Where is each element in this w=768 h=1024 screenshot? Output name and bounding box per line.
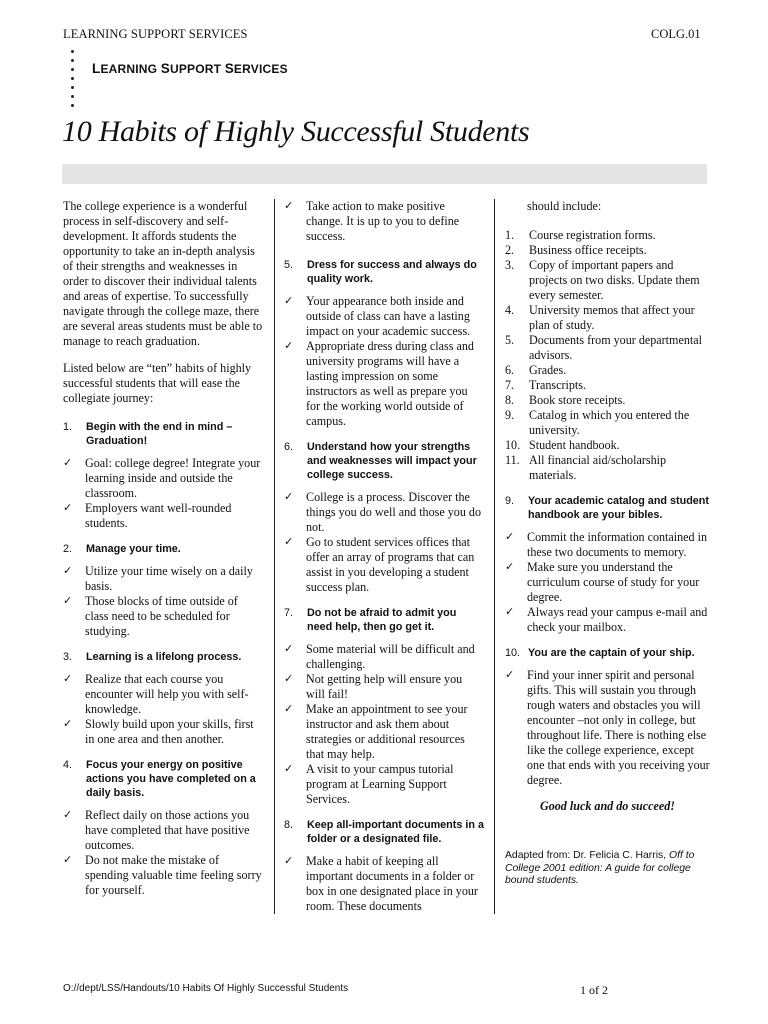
list-item: 10. Student handbook. (505, 438, 620, 452)
brand-label (92, 61, 288, 76)
bullet-text: Commit the information contained in these two documents to memory. (527, 530, 708, 559)
column-3 (505, 199, 710, 888)
habit-item (505, 646, 710, 788)
habit-title: Manage your time. (86, 543, 181, 555)
brand-rest-ervices: ERVICES (233, 62, 288, 76)
bullet-text: Not getting help will ensure you will fail! (306, 672, 463, 701)
column-divider (274, 199, 275, 914)
checkmark-icon: ✓ (505, 669, 515, 681)
checkmark-icon: ✓ (505, 531, 515, 543)
bullet-text: Always read your campus e-mail and check your mailbox. (527, 605, 708, 634)
document-list (505, 228, 710, 483)
list-item: 4. University memos that affect your plan of study. (505, 303, 695, 332)
title-divider-bar (62, 164, 707, 184)
checkmark-icon: ✓ (284, 340, 294, 352)
checkmark-icon: ✓ (505, 561, 515, 573)
habit-number: 6. (284, 441, 294, 453)
checkmark-icon: ✓ (63, 457, 73, 469)
habit-title: Focus your energy on positive actions you have completed on a daily basis. (86, 759, 256, 799)
habit-title: You are the captain of your ship. (528, 647, 695, 659)
habit-title: Begin with the end in mind – Graduation! (86, 421, 233, 447)
decorative-dot-column (71, 50, 77, 110)
brand-initial-l: L (92, 61, 101, 76)
column-1 (63, 199, 263, 909)
intro-paragraph: The college experience is a wonderful process in self-discovery and self-development. It affords students the opportunity to take an in-depth analysis of their strengths and weaknesses in order to discover their individual talents and areas of expertise. To successfully navigate through the college maze, there are several areas students must be able to manage to reach graduation. (63, 199, 263, 348)
habit-item (63, 542, 263, 639)
page-title: 10 Habits of Highly Successful Students (62, 115, 530, 148)
header-department: LEARNING SUPPORT SERVICES (63, 27, 248, 41)
listed-paragraph: Listed below are “ten” habits of highly successful students that will ease the collegiate journey: (63, 361, 252, 405)
habit-title: Keep all-important documents in a folder or a designated file. (307, 819, 484, 845)
bullet-text: Goal: college degree! Integrate your learning inside and outside the classroom. (85, 456, 261, 500)
habit-title: Learning is a lifelong process. (86, 651, 242, 663)
column-2 (284, 199, 484, 925)
list-item: 5. Documents from your departmental advisors. (505, 333, 702, 362)
habit-item (284, 606, 484, 807)
continued-text: should include: (527, 199, 602, 213)
habit-number: 4. (63, 759, 73, 771)
list-item: 7. Transcripts. (505, 378, 587, 392)
checkmark-icon: ✓ (284, 855, 294, 867)
bullet-text: Make sure you understand the curriculum course of study for your degree. (527, 560, 700, 604)
checkmark-icon: ✓ (284, 763, 294, 775)
habit-number: 8. (284, 819, 294, 831)
checkmark-icon: ✓ (284, 295, 294, 307)
bullet-text: Slowly build upon your skills, first in one area and then another. (85, 717, 254, 746)
source-citation (505, 850, 710, 888)
bullet-text: Take action to make positive change. It is up to you to define success. (306, 199, 460, 243)
habit-item (63, 650, 263, 747)
habit-item (505, 494, 710, 635)
bullet-text: Employers want well-rounded students. (85, 501, 232, 530)
checkmark-icon: ✓ (63, 595, 73, 607)
column-divider (494, 199, 495, 914)
checkmark-icon: ✓ (63, 673, 73, 685)
checkmark-icon: ✓ (63, 565, 73, 577)
brand-rest-upport: UPPORT (169, 62, 225, 76)
bullet-text: Appropriate dress during class and university programs will have a lasting impression on some instructors as well as prepare you for the working world outside of campus. (306, 339, 474, 428)
bullet-text: Reflect daily on those actions you have completed that have positive outcomes. (85, 808, 250, 852)
habit-title: Your academic catalog and student handbook are your bibles. (528, 495, 709, 521)
habit-title: Understand how your strengths and weaknesses will impact your college success. (307, 441, 477, 481)
checkmark-icon: ✓ (63, 718, 73, 730)
citation-prefix: Adapted from: Dr. Felicia C. Harris, (505, 850, 669, 861)
checkmark-icon: ✓ (284, 703, 294, 715)
checkmark-icon: ✓ (284, 673, 294, 685)
bullet-text: Your appearance both inside and outside of class can have a lasting impact on your academic success. (306, 294, 471, 338)
checkmark-icon: ✓ (284, 536, 294, 548)
habit-item (284, 818, 484, 914)
list-item: 8. Book store receipts. (505, 393, 626, 407)
brand-initial-s: S (160, 61, 170, 76)
habit-number: 1. (63, 421, 73, 433)
bullet-text: A visit to your campus tutorial program at Learning Support Services. (306, 762, 454, 806)
footer-page-number: 1 of 2 (580, 983, 608, 997)
checkmark-icon: ✓ (505, 606, 515, 618)
footer-file-path: O://dept/LSS/Handouts/10 Habits Of Highly Successful Students (63, 983, 349, 994)
checkmark-icon: ✓ (284, 643, 294, 655)
checkmark-icon: ✓ (63, 854, 73, 866)
habit-title: Dress for success and always do quality work. (307, 259, 477, 285)
checkmark-icon: ✓ (284, 491, 294, 503)
habit-item (284, 440, 484, 595)
habit-item (284, 258, 484, 429)
bullet-text: Make an appointment to see your instructor and ask them about strategies or additional resources that may help. (306, 702, 468, 761)
brand-rest-earning: EARNING (100, 62, 161, 76)
citation-title: Off to College 2001 edition: A guide for college bound students. (505, 850, 695, 886)
bullet-text: Find your inner spirit and personal gifts. This will sustain you through rough waters and obstacles you will encounter –not only in college, but throughout life. There is nothing else like the college experience, except one that ends with you receiving your degree. (527, 668, 710, 787)
list-item: 2. Business office receipts. (505, 243, 647, 257)
habit-title: Do not be afraid to admit you need help, then go get it. (307, 607, 457, 633)
bullet-text: Make a habit of keeping all important documents in a folder or box in one designated place in your room. These documents (306, 854, 478, 913)
bullet-text: Utilize your time wisely on a daily basis. (85, 564, 253, 593)
bullet-text: Do not make the mistake of spending valuable time feeling sorry for yourself. (85, 853, 262, 897)
checkmark-icon: ✓ (63, 809, 73, 821)
bullet-text: Some material will be difficult and challenging. (306, 642, 475, 671)
habit-item (63, 420, 263, 531)
header-code: COLG.01 (651, 27, 701, 41)
habit-number: 7. (284, 607, 294, 619)
checkmark-icon: ✓ (63, 502, 73, 514)
list-item: 11. All financial aid/scholarship materials. (505, 453, 667, 482)
good-luck-message: Good luck and do succeed! (539, 799, 676, 813)
bullet-text: Go to student services offices that offer an array of programs that can assist in you developing a student success plan. (306, 535, 475, 594)
list-item: 1. Course registration forms. (505, 228, 656, 242)
habit-number: 9. (505, 495, 515, 507)
habit-number: 2. (63, 543, 73, 555)
habit-item (63, 758, 263, 898)
habit-number: 3. (63, 651, 73, 663)
bullet-text: College is a process. Discover the things you do well and those you do not. (306, 490, 482, 534)
brand-initial-s2: S (224, 61, 234, 76)
list-item: 9. Catalog in which you entered the university. (505, 408, 690, 437)
bullet-text: Realize that each course you encounter will help you with self-knowledge. (85, 672, 249, 716)
bullet-text: Those blocks of time outside of class need to be scheduled for studying. (85, 594, 238, 638)
habit-number: 10. (505, 647, 521, 659)
habit-number: 5. (284, 259, 294, 271)
checkmark-icon: ✓ (284, 200, 294, 212)
list-item: 6. Grades. (505, 363, 567, 377)
list-item: 3. Copy of important papers and projects on two disks. Update them every semester. (505, 258, 700, 302)
